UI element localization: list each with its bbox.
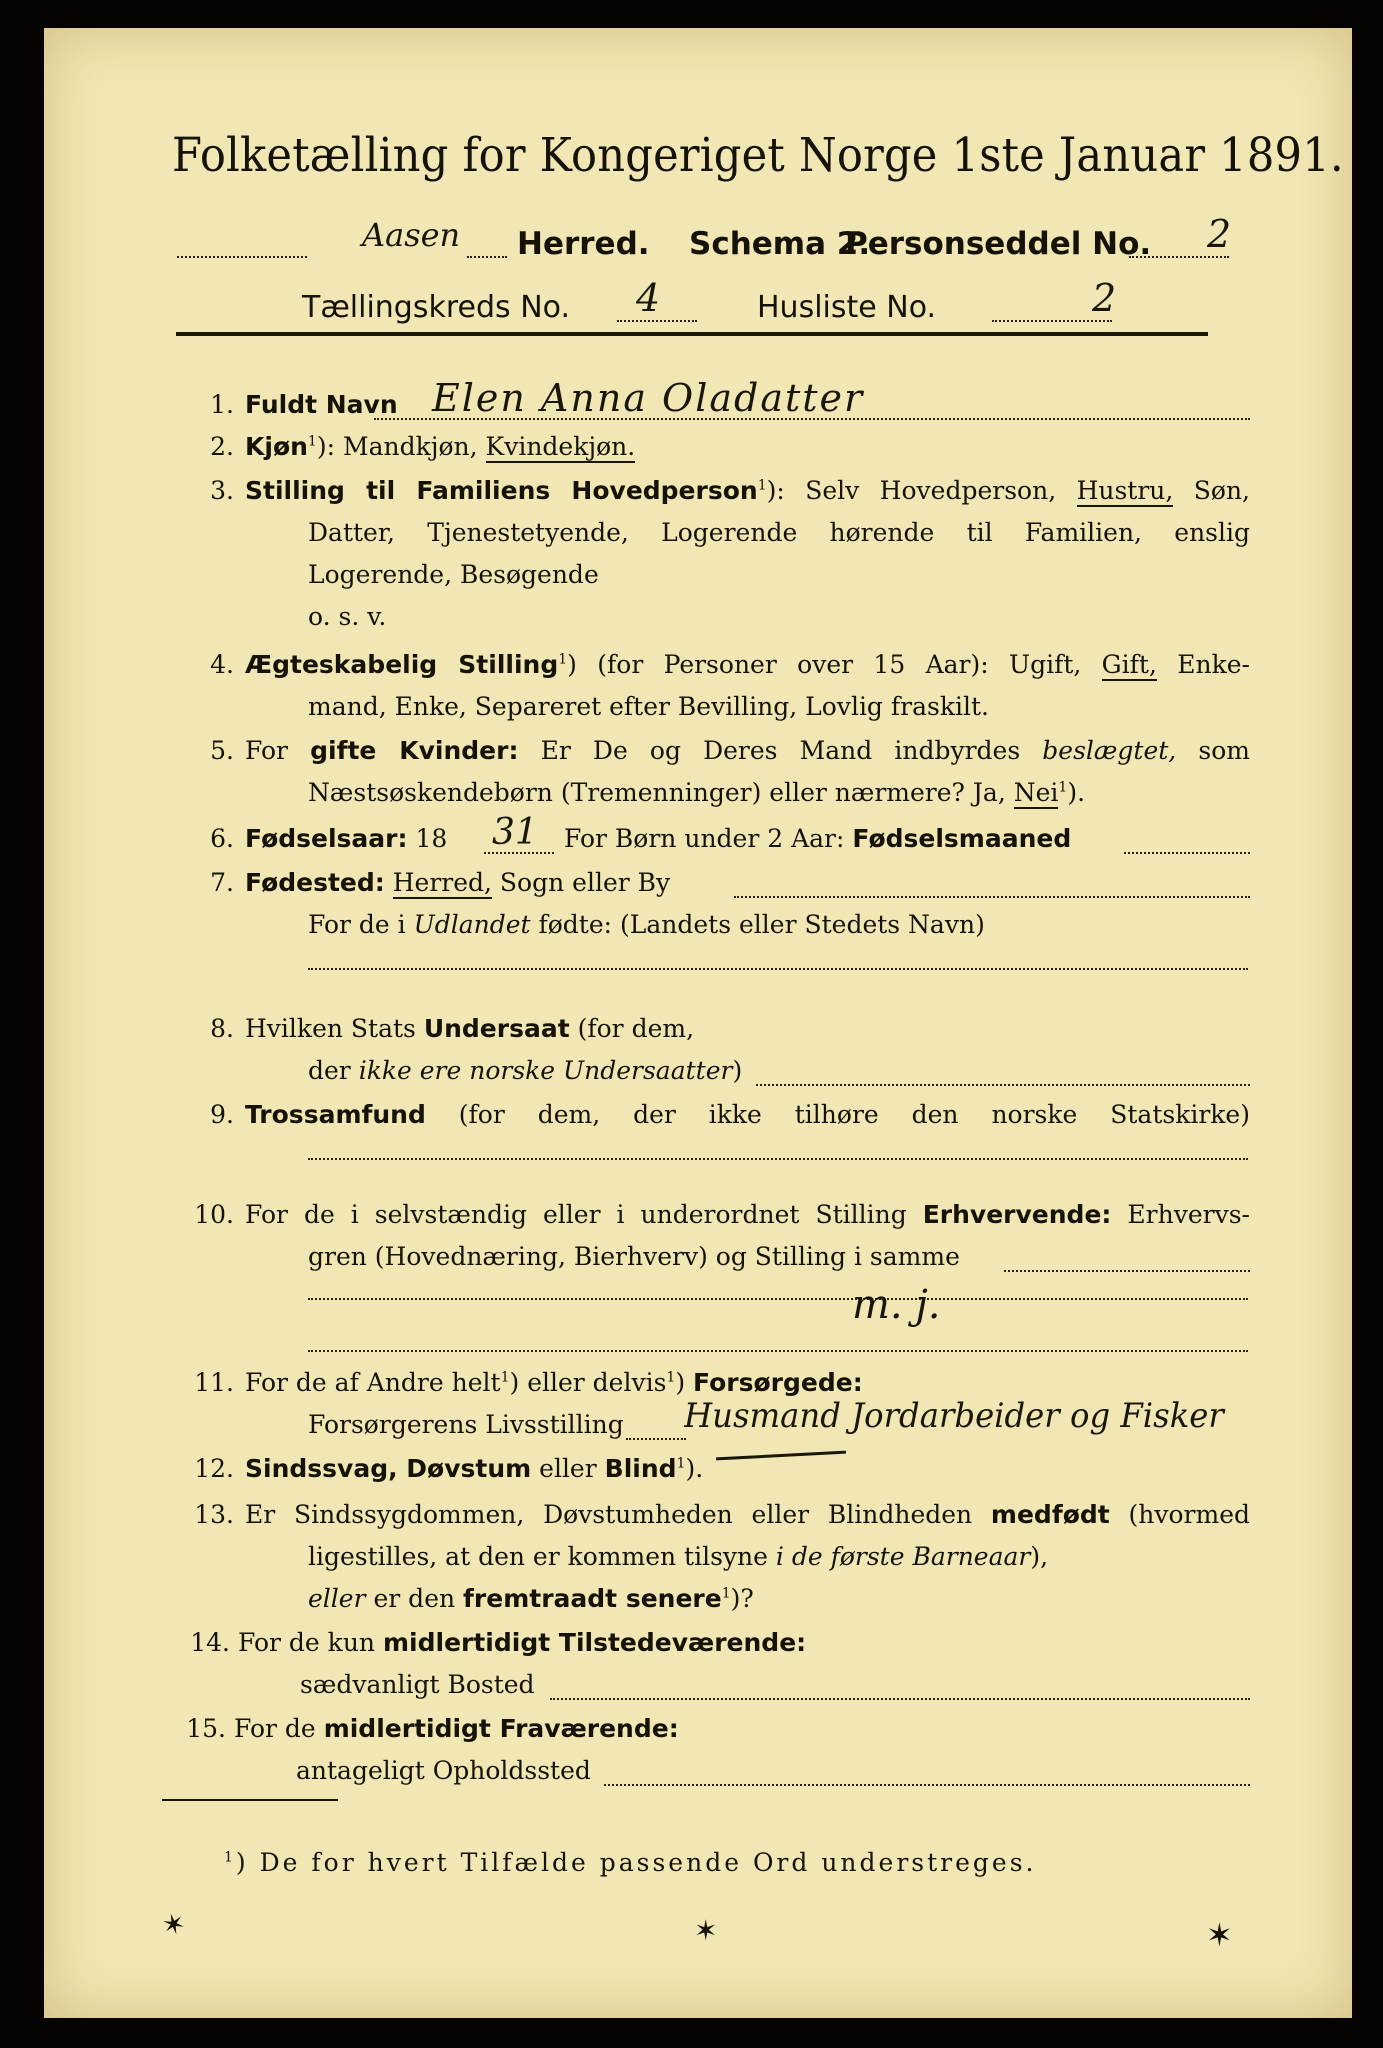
star-mark-icon: ✶: [694, 1914, 718, 1947]
item-text: Hvilken Stats: [245, 1014, 424, 1043]
item-text-italic: beslægtet,: [1042, 736, 1177, 765]
item-label: Blind: [604, 1454, 677, 1483]
item-label: midlertidigt Tilstedeværende:: [382, 1628, 807, 1657]
form-title: Folketælling for Kongeriget Norge 1ste Januar 1891.: [172, 128, 1344, 183]
answer-line: [308, 1350, 1248, 1352]
personseddel-label: Personseddel No.: [845, 226, 1152, 262]
footnote-ref: 1: [757, 477, 767, 494]
birth-year-value: 31: [492, 812, 538, 853]
selected-option-nei: Nei: [1013, 778, 1059, 807]
item-text: 18: [407, 824, 448, 853]
footnote-ref: 1: [676, 1455, 686, 1472]
footnote-rule: [162, 1799, 338, 1801]
item-label: medfødt: [990, 1500, 1110, 1529]
item-text: For de i: [308, 910, 414, 939]
item-text: Enke-: [1156, 650, 1250, 679]
answer-line: [308, 1158, 1248, 1160]
footnote-ref: 1: [721, 1585, 731, 1602]
item-text: (for dem,: [569, 1014, 695, 1043]
item-text: Forsørgerens Livsstilling: [308, 1410, 624, 1439]
item-label: Fødested:: [245, 868, 385, 897]
item-label: Erhvervende:: [922, 1200, 1112, 1229]
item-text: eller: [531, 1454, 605, 1483]
item-text: Sogn eller By: [491, 868, 671, 897]
herred-label: Herred.: [517, 226, 650, 262]
item-label: fremtraadt senere: [463, 1584, 722, 1613]
item-label: Ægteskabelig Stilling: [245, 650, 559, 679]
item-text: ligestilles, at den er kommen tilsyne: [308, 1542, 776, 1571]
item-text: ) (for Personer over 15 Aar): Ugift,: [567, 650, 1102, 679]
star-mark-icon: ✶: [1206, 1916, 1233, 1954]
item-text: som: [1176, 736, 1250, 765]
item-label: Forsørgede:: [693, 1368, 863, 1397]
header-rule: [176, 332, 1208, 336]
supported-note: m. j.: [852, 1282, 941, 1328]
item-text: ) eller delvis: [509, 1368, 667, 1397]
census-form-sheet: [44, 28, 1352, 2018]
footnote-marker: 1: [224, 1849, 236, 1866]
footnote: [224, 1848, 1036, 1877]
item-label: midlertidigt Fraværende:: [323, 1714, 679, 1743]
item-text: Er Sindssygdommen, Døvstumheden eller Blindheden: [245, 1500, 991, 1529]
item-number: 7.: [210, 868, 234, 897]
footnote-ref: 1: [666, 1369, 676, 1386]
item-text-italic: Udlandet: [413, 910, 531, 939]
item-text: o. s. v.: [308, 602, 387, 631]
selected-option-herred: Herred,: [392, 868, 492, 897]
item-text: For Børn under 2 Aar:: [564, 824, 853, 853]
item-number: 5.: [210, 736, 234, 765]
item-text: For de kun: [238, 1628, 383, 1657]
item-text: )?: [730, 1584, 754, 1613]
item-number: 1.: [210, 390, 234, 419]
footnote-ref: 1: [1058, 779, 1068, 796]
item-number: 4.: [210, 650, 234, 679]
item-text: For de af Andre helt: [245, 1368, 501, 1397]
item-text: ),: [1030, 1542, 1049, 1571]
star-mark-icon: ✶: [158, 1905, 190, 1944]
pen-stroke: [716, 1451, 846, 1461]
provider-occupation-value: Husmand Jordarbeider og Fisker: [684, 1396, 1224, 1436]
item-number: 9.: [210, 1100, 234, 1129]
footnote-ref: 1: [500, 1369, 510, 1386]
item-label: Sindssvag, Døvstum: [245, 1454, 532, 1483]
item-label: Trossamfund: [245, 1100, 426, 1129]
item-number: 3.: [210, 476, 234, 505]
footnote-text: ) De for hvert Tilfælde passende Ord understreges.: [235, 1848, 1037, 1877]
husliste-value: 2: [1092, 276, 1117, 320]
item-text: ).: [685, 1454, 704, 1483]
item-text: ).: [1067, 778, 1086, 807]
item-text-italic: ikke ere norske Undersaatter: [358, 1056, 733, 1085]
item-text: ): Selv Hovedperson,: [766, 476, 1077, 505]
item-number: 8.: [210, 1014, 234, 1043]
item-text: Erhvervs-: [1111, 1200, 1250, 1229]
item-text-italic: i de første Barneaar: [775, 1542, 1031, 1571]
item-text: er den: [365, 1584, 464, 1613]
item-text: ): [732, 1056, 743, 1085]
item-number: 10.: [194, 1200, 234, 1229]
schema-label: Schema 2.: [689, 226, 871, 262]
item-label: Fødselsmaaned: [852, 824, 1072, 853]
item-text: mand, Enke, Separeret efter Bevilling, Lovlig fraskilt.: [308, 692, 989, 721]
item-text: sædvanligt Bosted: [300, 1670, 535, 1699]
item-label: Kjøn: [245, 432, 308, 461]
full-name-value: Elen Anna Oladatter: [432, 376, 865, 420]
selected-option-kvindekjon: Kvindekjøn.: [485, 432, 636, 461]
item-text: gren (Hovednæring, Bierhverv) og Stilling i samme: [308, 1242, 960, 1271]
item-text: (hvormed: [1109, 1500, 1250, 1529]
item-text: antageligt Opholdssted: [296, 1756, 591, 1785]
item-text: Datter, Tjenestetyende, Logerende hørende til Familien, enslig: [308, 518, 1250, 547]
item-label: Fødselsaar:: [245, 824, 408, 853]
item-text: For de: [234, 1714, 324, 1743]
personseddel-value: 2: [1207, 212, 1232, 256]
item-text: ): Mandkjøn,: [316, 432, 486, 461]
selected-option-hustru: Hustru,: [1076, 476, 1174, 505]
answer-line: [308, 1298, 1248, 1300]
item-label: Stilling til Familiens Hovedperson: [245, 476, 758, 505]
item-text: (for dem, der ikke tilhøre den norske Statskirke): [425, 1100, 1250, 1129]
herred-value: Aasen: [362, 216, 461, 254]
item-number: 6.: [210, 824, 234, 853]
item-label: Fuldt Navn: [245, 390, 398, 419]
item-text: For de i selvstændig eller i underordnet Stilling: [245, 1200, 923, 1229]
item-label: gifte Kvinder:: [310, 736, 519, 765]
item-number: 13.: [194, 1500, 234, 1529]
item-text: Søn,: [1173, 476, 1250, 505]
footnote-ref: 1: [307, 433, 317, 450]
answer-line: [308, 968, 1248, 970]
item-text-italic: eller: [308, 1584, 366, 1613]
husliste-label: Husliste No.: [757, 290, 937, 325]
item-text: Logerende, Besøgende: [308, 560, 599, 589]
item-number: 14.: [190, 1628, 230, 1657]
item-number: 11.: [194, 1368, 234, 1397]
item-number: 2.: [210, 432, 234, 461]
footnote-ref: 1: [558, 651, 568, 668]
selected-option-gift: Gift,: [1101, 650, 1157, 679]
item-label: Undersaat: [423, 1014, 570, 1043]
item-number: 12.: [194, 1454, 234, 1483]
item-text: ): [675, 1368, 694, 1397]
item-text: For: [245, 736, 311, 765]
item-text: Er De og Deres Mand indbyrdes: [518, 736, 1043, 765]
kreds-label: Tællingskreds No.: [302, 290, 570, 325]
item-text: Næstsøskendebørn (Tremenninger) eller nærmere? Ja,: [308, 778, 1014, 807]
item-number: 15.: [186, 1714, 226, 1743]
item-text: fødte: (Landets eller Stedets Navn): [530, 910, 985, 939]
kreds-value: 4: [636, 276, 661, 320]
item-text: der: [308, 1056, 359, 1085]
